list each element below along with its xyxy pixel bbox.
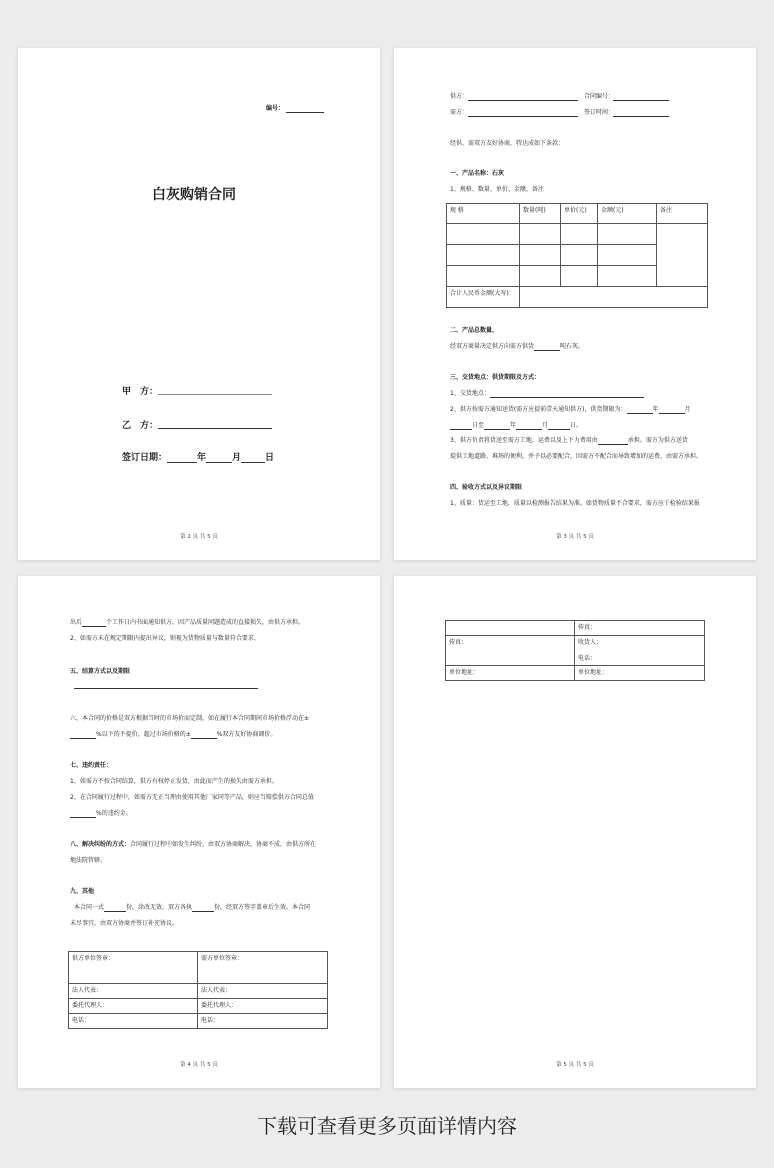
product-table [446,203,708,308]
day-to-label: 日至 [472,422,485,429]
signature-table [68,951,328,1029]
year-label: 年 [510,422,517,429]
section-3-title: 三、交货地点：供货期限及方式： [450,374,541,381]
section-9-text-b: 份，涂改无效，双方各执 [126,904,193,911]
section-7-item-1: 1、如需方不按合同结算，供方有权停止发货，由此而产生的损失由需方承担。 [70,778,278,785]
fax-cell: 传真： [446,636,575,666]
freight-text-b: 承担。需方为供方送货 [627,437,688,444]
page-cover [18,48,380,560]
contract-no-line [613,100,669,101]
section-8-line-2: 地法院管辖。 [70,857,107,864]
legal-rep-cell: 法人代表： [69,984,198,999]
section-9-line-2: 未尽事宜，由双方协商并签订补充协议。 [70,920,179,927]
address-cell: 单位地址： [446,666,575,681]
section-8-title: 八、解决纠纷的方式： [70,841,131,848]
table-header: 金额(元) [598,204,657,224]
section-9-line-1 [74,904,310,912]
year-label: 年 [197,453,207,463]
phone-cell: 电话： [69,1014,198,1029]
section-4-title: 四、验收方式以及异议期限 [450,484,523,491]
month-label: 月 [232,453,242,463]
section-3-item-2 [450,406,691,414]
buyer-label: 需方： [450,109,469,116]
buyer-line [468,116,578,117]
section-3-item-1 [450,390,644,398]
document-title: 白灰购销合同 [152,187,236,203]
inspection-item-2: 2、如需方未在规定期限内提出异议，则视为货物质量与数量符合要求。 [70,635,260,642]
section-5-title: 五、结算方式以及期限 [70,668,131,675]
month-label: 月 [542,422,549,429]
day-label: 日 [265,453,275,463]
sign-date-label: 签订日期： [122,453,168,463]
party-b-label: 乙 方： [122,421,159,431]
phone-label: 电话： [578,655,597,662]
table-total-label: 合计人民币金额(大写)： [447,287,520,308]
inspection-text-a: 出后 [70,619,83,626]
month-label: 月 [684,406,691,413]
contract-number-label: 编号： [266,105,285,112]
freight-text-a: 3、供方负责将货送至需方工地，运费以及上下力费用由 [450,437,598,444]
delivery-place-label: 1、交货地点： [450,390,490,397]
settlement-line [74,688,258,689]
section-2-text [450,343,584,351]
contract-no-label: 合同编号： [584,93,615,100]
section-2-text-a: 经双方商量决定供方向需方供货 [450,343,535,350]
party-b-line [158,428,272,429]
section-2-text-b: 吨石灰。 [560,343,585,350]
section-9-text-a: 本合同一式 [74,904,105,911]
agent-cell: 委托代理人： [198,999,328,1014]
buyer-seal-cell: 需方单位签章： [198,952,328,984]
download-caption: 下载可查看更多页面详情内容 [257,1114,517,1138]
penalty-text: %的违约金。 [96,810,132,817]
section-1-title: 一、产品名称：石灰 [450,170,505,177]
section-6-line-2 [70,731,276,739]
page-footer: 第 4 页 共 5 页 [180,1062,218,1068]
legal-rep-cell: 法人代表： [198,984,328,999]
year-label: 年 [652,406,659,413]
supplier-seal-cell: 供方单位签章： [69,952,198,984]
section-6-line-1: 六、本合同的价格是双方根据当时的市场价而定制，如在履行本合同期间市场价格浮动在± [70,715,310,722]
sign-date-row [122,450,274,463]
agent-cell: 委托代理人： [69,999,198,1014]
section-3-item-3-cont: 提供工地道路、堆场的便利，并予以必要配合，因需方不配合而导致增加的运费，由需方承担。 [450,453,703,460]
address-cell: 单位地址： [575,666,705,681]
section-2-title: 二、产品总数量、 [450,327,499,334]
page-terms-1 [394,48,756,560]
section-1-sub: 1、规格、数量、单价、金额、备注 [450,186,544,193]
delivery-period-text: 2、供方按需方通知送货(需方应提前壹天通知供方)，供货期限为： [450,406,627,413]
supplier-label: 供方： [450,93,469,100]
table-header: 规 格 [447,204,520,224]
inspection-text-cont [70,619,304,627]
table-header: 数量(吨) [520,204,561,224]
page-signatures [394,576,756,1088]
page-terms-2 [18,576,380,1088]
party-a-label: 甲 方： [122,387,159,397]
page-footer: 第 3 页 共 5 页 [556,534,594,540]
receiver-cell [575,636,705,666]
sign-time-label: 签订时间： [584,109,615,116]
sign-time-line [613,116,669,117]
section-8-text: 合同履行过程中如发生纠纷，由双方协商解决，协商不成，由供方所在 [130,841,317,848]
table-header: 单价(元) [561,204,598,224]
party-a-line [158,394,272,395]
supplier-line [468,100,578,101]
intro-text: 经供、需双方友好协商，特达成如下条款： [450,140,565,147]
page-footer: 第 2 页 共 5 页 [180,534,218,540]
section-3-item-3 [450,437,688,445]
section-8-line-1 [70,841,316,849]
section-7-item-2-cont [70,810,132,818]
section-7-item-2: 2、在合同履行过程中，如需方无正当理由使用其他厂家同等产品，则应当赔偿供方合同总值 [70,794,314,801]
section-6-text-b: %以下的不提价，超过市场价格的± [96,731,191,738]
section-3-item-2-cont [450,422,582,430]
page-footer: 第 5 页 共 5 页 [556,1062,594,1068]
contact-table [445,620,705,681]
section-4-item-1: 1、质量：货运至工地，质量以检测报告结果为准。如货物质量不合要求，需方应于检验结果报 [450,500,700,507]
receiver-label: 收货人： [578,639,603,646]
section-9-title: 九、其他 [70,888,95,895]
section-9-text-c: 份，经双方签字盖章后生效。本合同 [214,904,311,911]
contract-number-line [286,112,324,113]
inspection-text-b: 个工作日内书面通知供方，因产品质量问题造成的直接损失，由供方承担。 [106,619,305,626]
section-7-title: 七、违约责任： [70,762,113,769]
day-label: 日。 [570,422,583,429]
fax-cell: 传真： [575,621,705,636]
phone-cell: 电话： [198,1014,328,1029]
table-header: 备注 [657,204,708,224]
section-6-text-c: %双方友好协商调价。 [216,731,277,738]
